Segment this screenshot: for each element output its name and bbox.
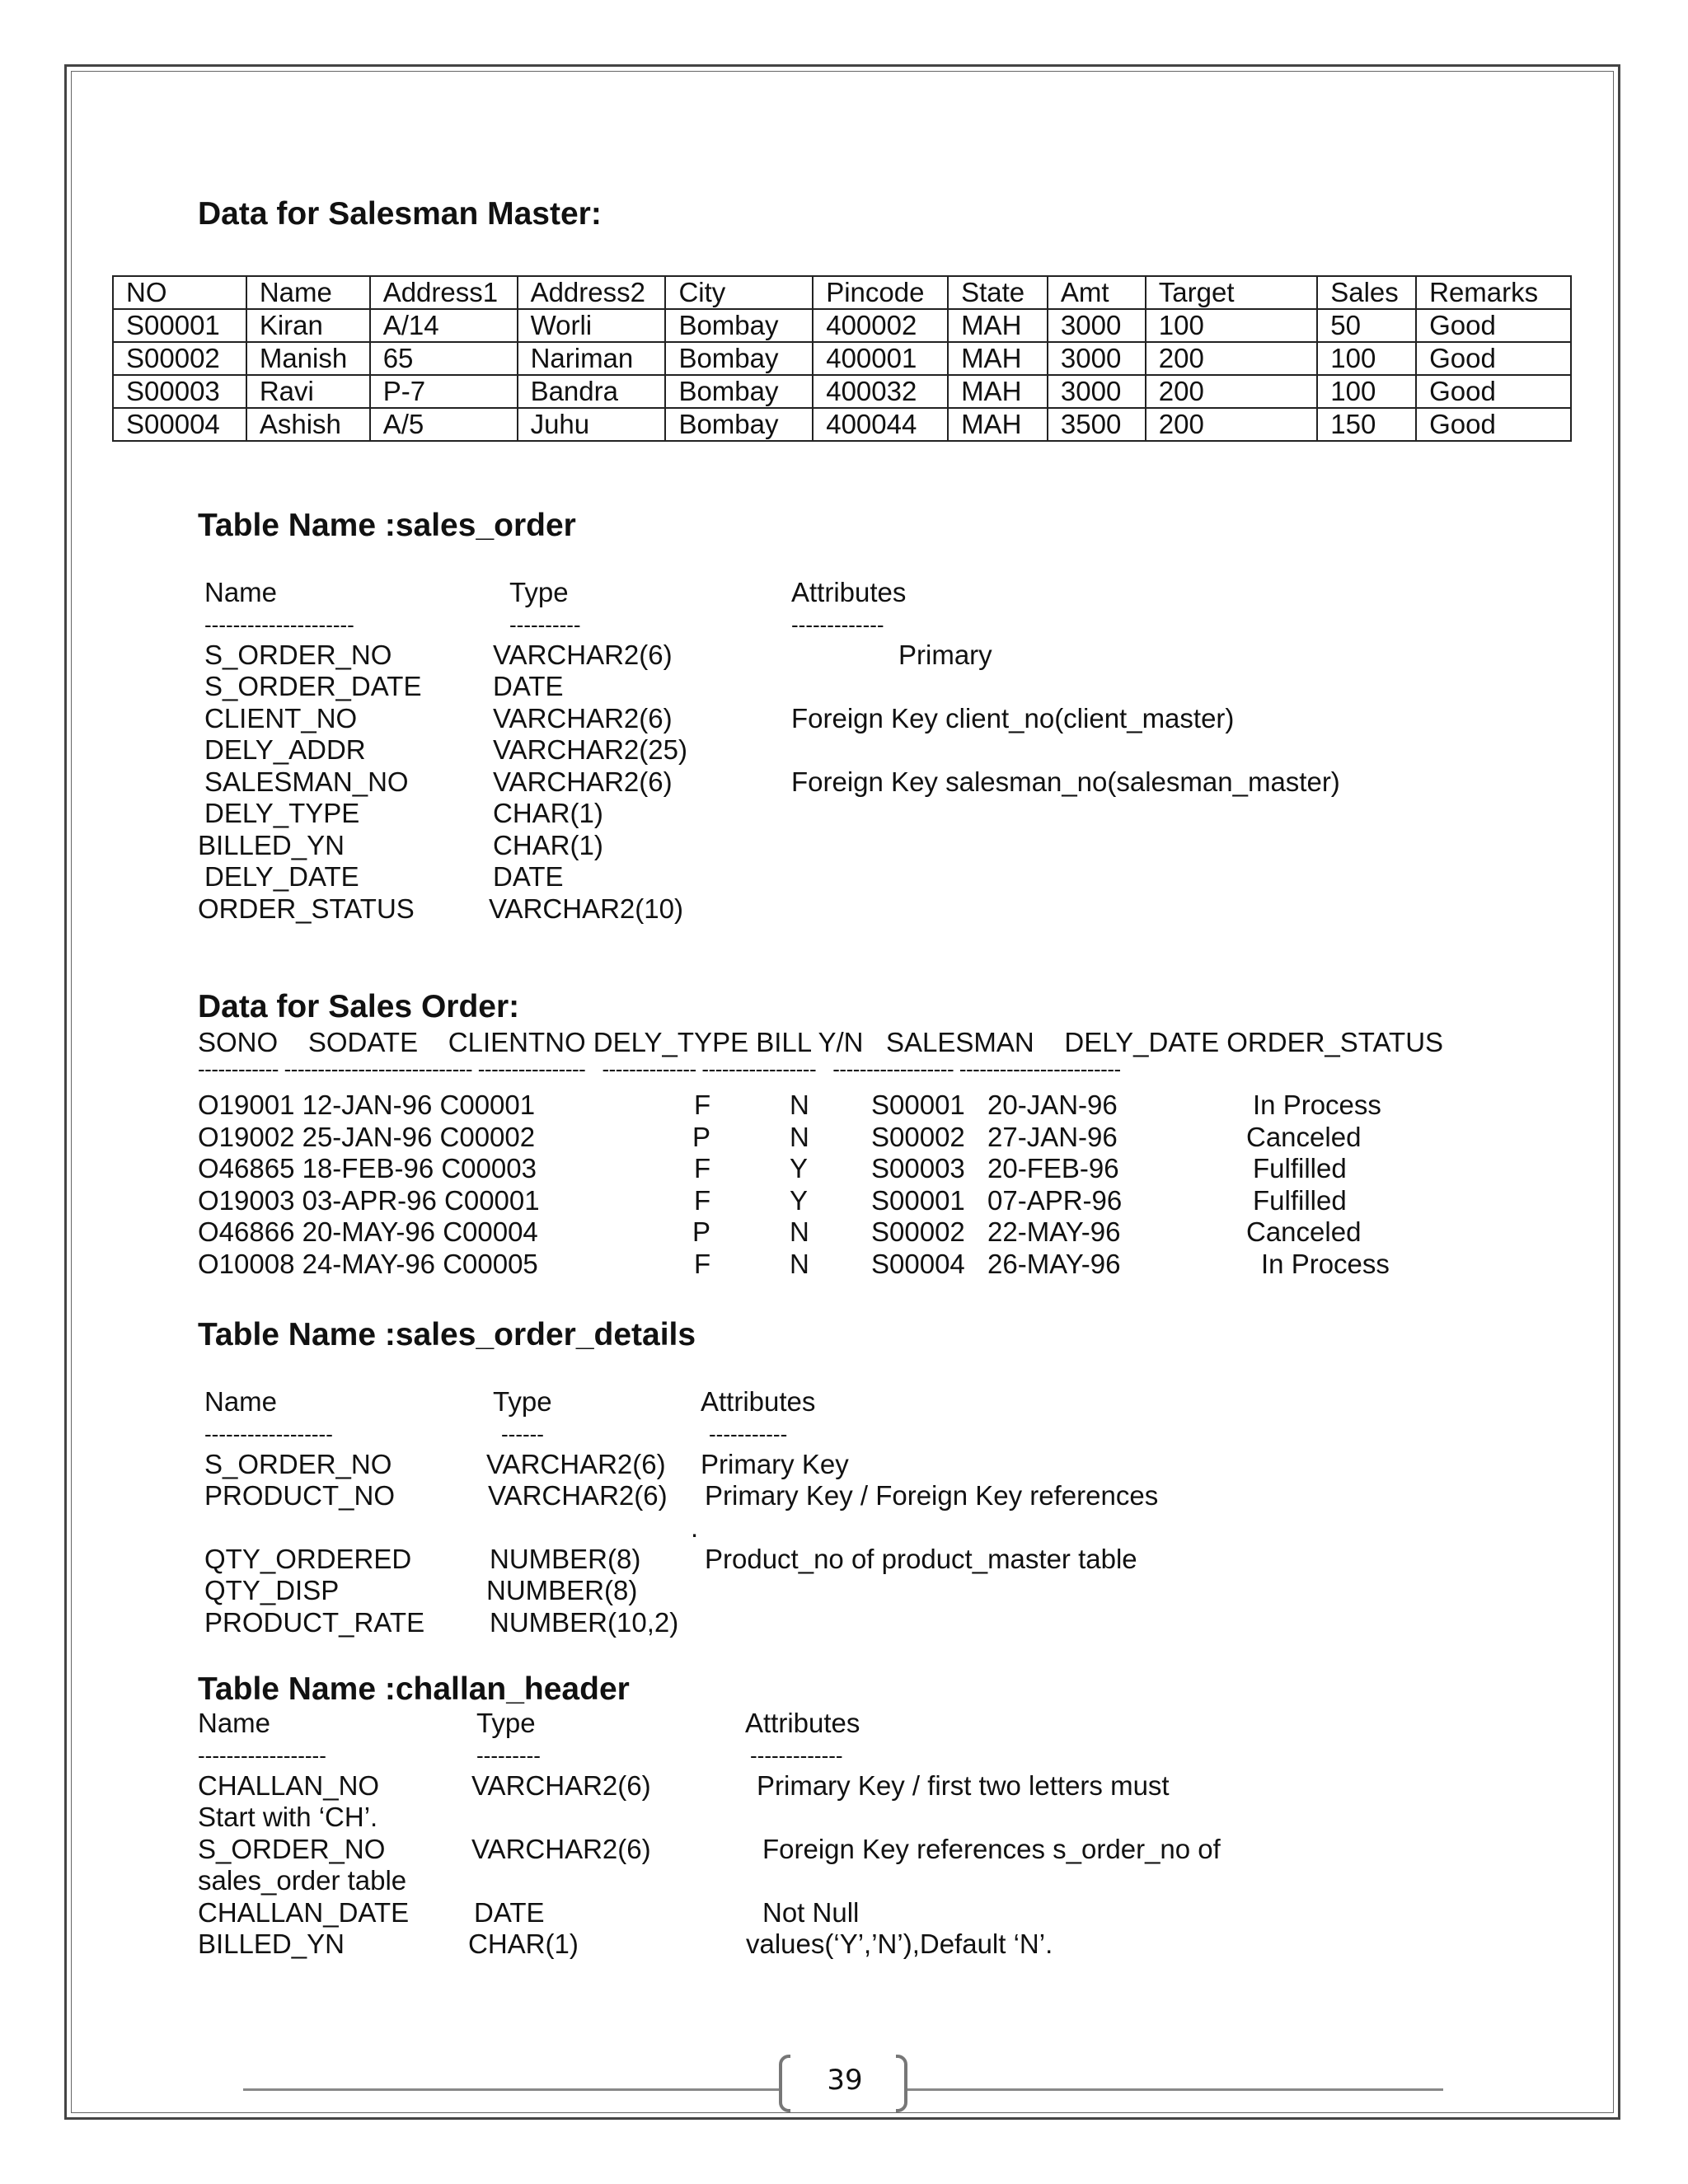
text-cell: QTY_DISP (204, 1575, 340, 1605)
table-cell: Manish (246, 342, 370, 375)
table-cell: Good (1416, 375, 1571, 408)
table-cell: 65 (370, 342, 518, 375)
table-cell: Pincode (813, 276, 948, 309)
text-cell: S_ORDER_NO (204, 1448, 392, 1479)
table-cell: 150 (1317, 408, 1416, 441)
text-cell: QTY_ORDERED (204, 1543, 412, 1574)
text-cell: In Process (1261, 1248, 1390, 1279)
table-row (113, 375, 1571, 408)
text-cell: NUMBER(8) (486, 1575, 638, 1605)
challan-header-heading: Table Name :challan_header (198, 1671, 630, 1707)
text-cell: Canceled (1246, 1121, 1362, 1152)
text-cell: S00002 (871, 1121, 965, 1152)
text-cell: Fulfilled (1253, 1184, 1347, 1216)
text-cell: 27-JAN-96 (987, 1121, 1118, 1152)
text-cell: 26-MAY-96 (987, 1248, 1121, 1279)
text-cell: DATE (493, 671, 564, 701)
salesman-master-heading: Data for Salesman Master: (198, 196, 602, 232)
table-cell: City (665, 276, 813, 309)
text-cell: Product_no of product_master table (705, 1543, 1137, 1574)
text-cell: DATE (474, 1896, 545, 1928)
text-cell: 22-MAY-96 (987, 1216, 1121, 1247)
table-cell: Ravi (246, 375, 370, 408)
table-cell: A/14 (370, 309, 518, 342)
text-cell: Start with ‘CH’. (198, 1802, 378, 1832)
text-cell: values(‘Y’,’N’),Default ‘N’. (746, 1929, 1053, 1959)
text-cell: Primary (898, 639, 992, 670)
text-cell: O46866 20-MAY-96 C00004 (198, 1216, 538, 1247)
table-cell: 200 (1146, 408, 1317, 441)
table-row (113, 309, 1571, 342)
text-cell: Attributes (745, 1708, 860, 1738)
page-number-brace-left (779, 2055, 790, 2112)
text-cell: --------- (476, 1742, 541, 1768)
text-cell: ------------------ (204, 1421, 333, 1446)
text-cell: S_ORDER_NO (204, 639, 392, 670)
text-cell: VARCHAR2(6) (471, 1833, 651, 1864)
salesman-master-table (112, 275, 1572, 442)
text-cell: CHALLAN_NO (198, 1769, 380, 1801)
table-cell: Bombay (665, 309, 813, 342)
page-number-brace-right (896, 2055, 907, 2112)
sales-order-data-dashes: ------------ ---------------------------- ---------------- -------------- ----------------- ------------------ ------------------------ (198, 1057, 1121, 1081)
table-cell: MAH (948, 342, 1048, 375)
text-cell: N (790, 1121, 809, 1152)
table-cell: Bombay (665, 408, 813, 441)
text-cell: Name (204, 577, 278, 607)
table-cell: MAH (948, 309, 1048, 342)
text-cell: VARCHAR2(6) (493, 766, 673, 797)
table-cell: 3500 (1048, 408, 1146, 441)
table-cell: Kiran (246, 309, 370, 342)
footer-line-left (243, 2088, 779, 2091)
text-cell: ------------- (791, 612, 884, 637)
text-cell: S_ORDER_NO (198, 1833, 386, 1864)
table-cell: State (948, 276, 1048, 309)
text-cell: Canceled (1246, 1216, 1362, 1247)
text-cell: N (790, 1216, 809, 1247)
text-cell: Primary Key (701, 1448, 849, 1479)
text-cell: ------ (501, 1421, 544, 1446)
text-cell: ---------- (509, 612, 581, 637)
table-cell: Nariman (518, 342, 666, 375)
text-cell: sales_order table (198, 1865, 407, 1896)
table-cell: Bombay (665, 375, 813, 408)
table-cell: Worli (518, 309, 666, 342)
table-row (113, 408, 1571, 441)
text-cell: VARCHAR2(10) (489, 893, 683, 924)
text-cell: S00003 (871, 1153, 965, 1183)
text-cell: In Process (1253, 1090, 1381, 1120)
text-cell: O19002 25-JAN-96 C00002 (198, 1121, 536, 1152)
text-cell: VARCHAR2(6) (486, 1448, 666, 1479)
text-cell: F (694, 1090, 711, 1120)
table-cell: 400032 (813, 375, 948, 408)
table-cell: Address2 (518, 276, 666, 309)
text-cell: F (694, 1184, 711, 1216)
text-cell: Type (476, 1708, 536, 1738)
table-cell: Good (1416, 342, 1571, 375)
text-cell: Foreign Key salesman_no(salesman_master) (791, 766, 1340, 797)
text-cell: DELY_DATE (204, 861, 359, 892)
table-cell: S00002 (113, 342, 246, 375)
text-cell: ------------- (750, 1742, 843, 1768)
text-cell: O10008 24-MAY-96 C00005 (198, 1248, 538, 1279)
text-cell: Fulfilled (1253, 1153, 1347, 1183)
text-cell: 07-APR-96 (987, 1184, 1123, 1216)
table-cell: Good (1416, 408, 1571, 441)
text-cell: S_ORDER_DATE (204, 671, 422, 701)
table-cell: A/5 (370, 408, 518, 441)
table-cell: S00001 (113, 309, 246, 342)
text-cell: Type (493, 1386, 552, 1417)
text-cell: 20-FEB-96 (987, 1153, 1119, 1183)
text-cell: Not Null (762, 1896, 860, 1928)
text-cell: BILLED_YN (198, 829, 345, 860)
table-cell: Name (246, 276, 370, 309)
text-cell: Attributes (791, 577, 907, 607)
text-cell: Type (509, 577, 569, 607)
text-cell: Foreign Key client_no(client_master) (791, 702, 1235, 733)
table-cell: Remarks (1416, 276, 1571, 309)
sales-order-details-heading: Table Name :sales_order_details (198, 1317, 696, 1352)
text-cell: F (694, 1153, 711, 1183)
table-cell: 100 (1317, 342, 1416, 375)
text-cell: Foreign Key references s_order_no of (762, 1833, 1221, 1864)
text-cell: O19003 03-APR-96 C00001 (198, 1184, 540, 1216)
text-cell: PRODUCT_RATE (204, 1606, 425, 1638)
text-cell: P (692, 1216, 711, 1247)
text-cell: CHAR(1) (493, 798, 603, 828)
text-cell: CLIENT_NO (204, 702, 358, 733)
table-cell: Juhu (518, 408, 666, 441)
footer-line-right (907, 2088, 1443, 2091)
text-cell: . (691, 1511, 699, 1543)
text-cell: --------------------- (204, 612, 354, 637)
text-cell: CHAR(1) (493, 829, 603, 860)
text-cell: VARCHAR2(6) (488, 1480, 668, 1511)
text-cell: Y (790, 1153, 809, 1183)
table-cell: Address1 (370, 276, 518, 309)
table-cell: Bandra (518, 375, 666, 408)
text-cell: Name (204, 1386, 278, 1417)
text-cell: S00001 (871, 1090, 965, 1120)
text-cell: ----------- (709, 1421, 788, 1446)
table-cell: Target (1146, 276, 1317, 309)
table-cell: 3000 (1048, 375, 1146, 408)
text-cell: DELY_TYPE (204, 798, 360, 828)
table-cell: Amt (1048, 276, 1146, 309)
table-cell: 100 (1317, 375, 1416, 408)
table-cell: 3000 (1048, 309, 1146, 342)
sales-order-data-header: SONO SODATE CLIENTNO DELY_TYPE BILL Y/N SALESMAN DELY_DATE ORDER_STATUS (198, 1027, 1444, 1057)
text-cell: VARCHAR2(6) (493, 639, 673, 670)
text-cell: BILLED_YN (198, 1929, 345, 1959)
text-cell: O46865 18-FEB-96 C00003 (198, 1153, 537, 1183)
table-cell: Bombay (665, 342, 813, 375)
text-cell: P (692, 1121, 711, 1152)
text-cell: SALESMAN_NO (204, 766, 409, 797)
text-cell: F (694, 1248, 711, 1279)
text-cell: Primary Key / Foreign Key references (705, 1480, 1159, 1511)
text-cell: DATE (493, 861, 564, 892)
text-cell: CHAR(1) (468, 1929, 579, 1959)
table-cell: 400002 (813, 309, 948, 342)
text-cell: S00002 (871, 1216, 965, 1247)
text-cell: 20-JAN-96 (987, 1090, 1118, 1120)
text-cell: ------------------ (198, 1742, 326, 1768)
text-cell: CHALLAN_DATE (198, 1896, 410, 1928)
table-cell: 200 (1146, 375, 1317, 408)
table-cell: 3000 (1048, 342, 1146, 375)
table-cell: NO (113, 276, 246, 309)
table-cell: MAH (948, 408, 1048, 441)
text-cell: N (790, 1090, 809, 1120)
text-cell: NUMBER(10,2) (490, 1606, 679, 1638)
table-cell: S00003 (113, 375, 246, 408)
table-cell: MAH (948, 375, 1048, 408)
sales-order-heading: Table Name :sales_order (198, 508, 576, 543)
text-cell: Attributes (701, 1386, 816, 1417)
table-cell: S00004 (113, 408, 246, 441)
text-cell: Y (790, 1184, 809, 1216)
table-cell: 400044 (813, 408, 948, 441)
table-cell: 100 (1146, 309, 1317, 342)
table-cell: Good (1416, 309, 1571, 342)
text-cell: NUMBER(8) (490, 1543, 641, 1574)
table-row (113, 342, 1571, 375)
table-cell: 400001 (813, 342, 948, 375)
table-cell: 200 (1146, 342, 1317, 375)
text-cell: VARCHAR2(25) (493, 734, 687, 765)
page-number: 39 (827, 2064, 863, 2097)
text-cell: S00004 (871, 1248, 965, 1279)
table-cell: P-7 (370, 375, 518, 408)
text-cell: PRODUCT_NO (204, 1480, 396, 1511)
text-cell: ORDER_STATUS (198, 893, 415, 924)
text-cell: Name (198, 1708, 271, 1738)
text-cell: Primary Key / first two letters must (757, 1769, 1170, 1801)
text-cell: O19001 12-JAN-96 C00001 (198, 1090, 536, 1120)
table-cell: Ashish (246, 408, 370, 441)
text-cell: DELY_ADDR (204, 734, 366, 765)
table-cell: Sales (1317, 276, 1416, 309)
text-cell: VARCHAR2(6) (493, 702, 673, 733)
text-cell: N (790, 1248, 809, 1279)
sales-order-data-heading: Data for Sales Order: (198, 989, 520, 1024)
table-header-row (113, 276, 1571, 309)
table-cell: 50 (1317, 309, 1416, 342)
text-cell: VARCHAR2(6) (471, 1769, 651, 1801)
text-cell: S00001 (871, 1184, 965, 1216)
